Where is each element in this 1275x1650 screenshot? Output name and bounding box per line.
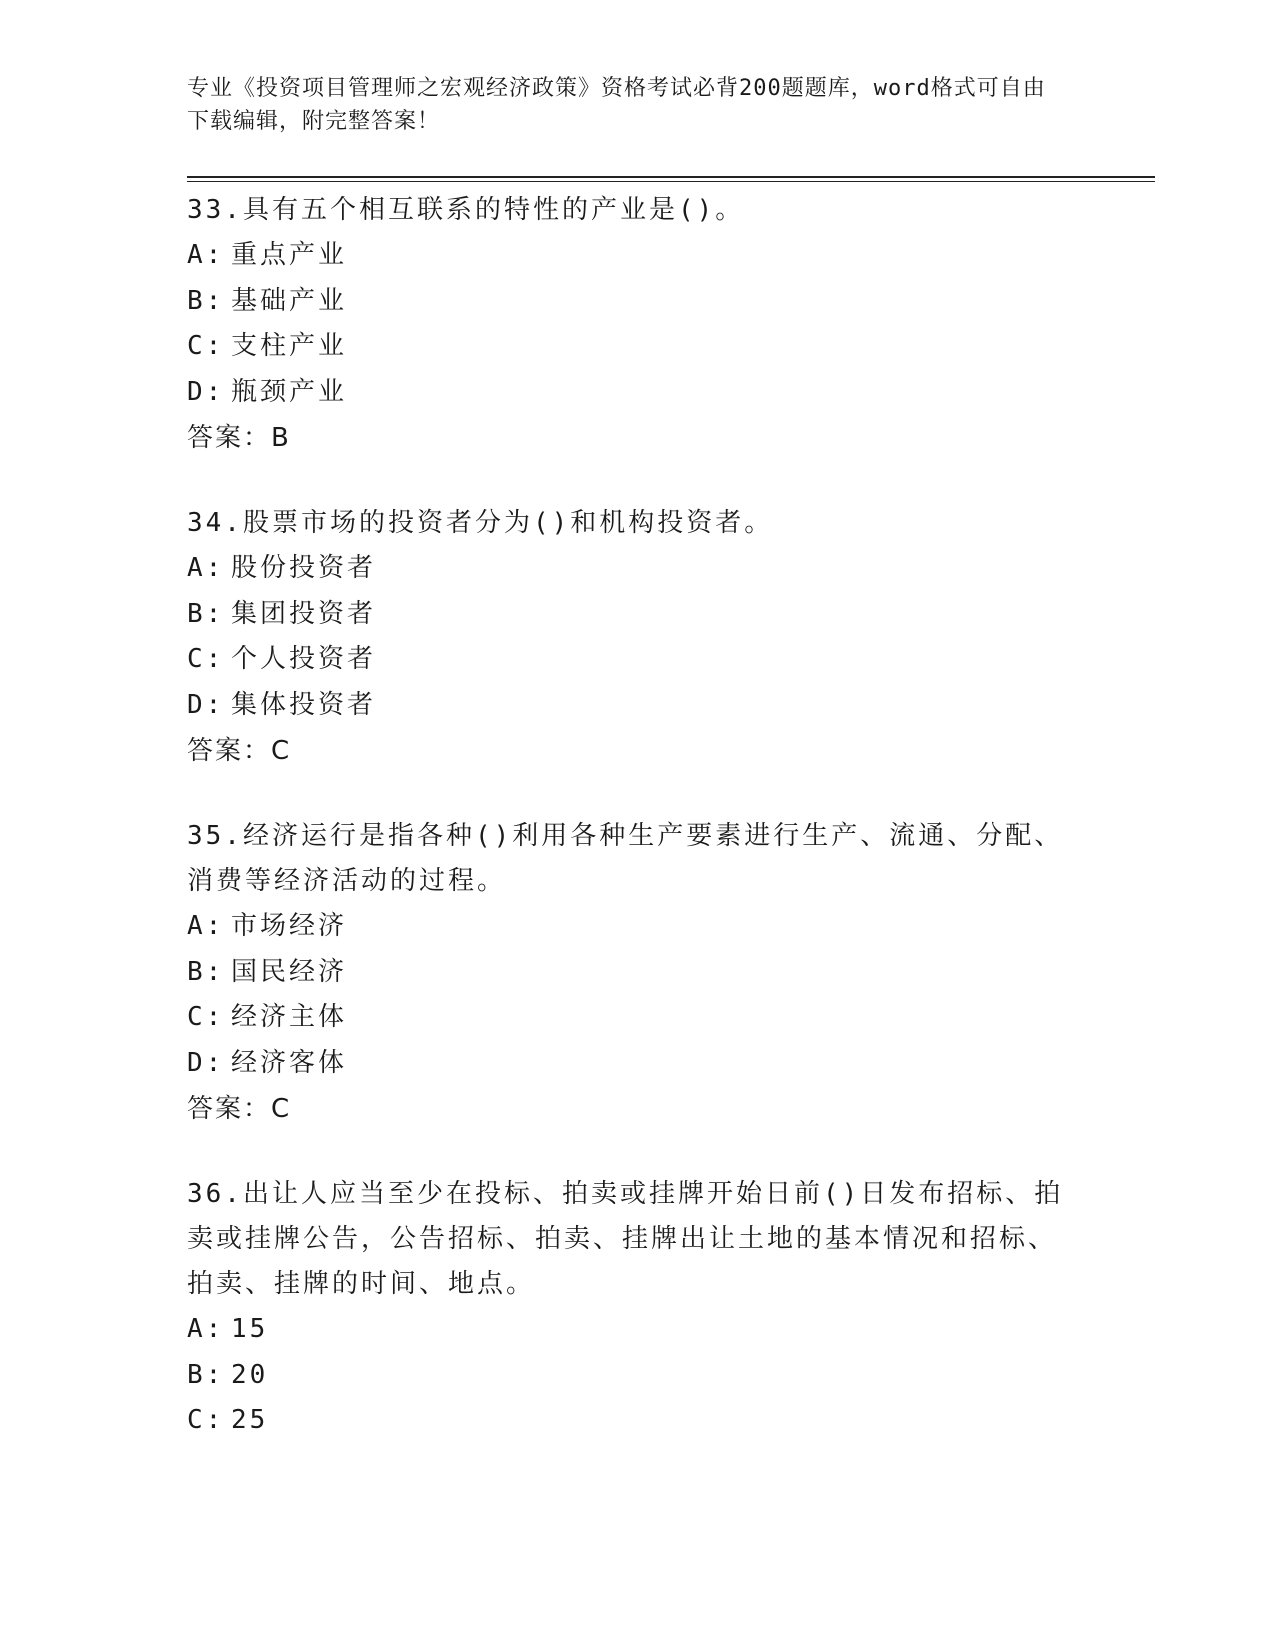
header-rule-thick <box>187 176 1155 178</box>
option-text: 瓶颈产业 <box>231 376 348 407</box>
option-text: 支柱产业 <box>231 331 348 361</box>
option-text: 集团投资者 <box>231 598 377 629</box>
question-stem: 35.经济运行是指各种()利用各种生产要素进行生产、流通、分配、消费等经济活动的过程。 <box>187 821 1064 896</box>
option-b <box>187 950 1087 996</box>
option-letter: C: <box>187 1002 225 1032</box>
option-letter: C: <box>187 331 225 361</box>
option-d <box>187 683 1087 729</box>
option-text: 市场经济 <box>231 911 348 941</box>
document-header: 专业《投资项目管理师之宏观经济政策》资格考试必背200题题库，word格式可自由下载编辑，附完整答案！ <box>187 76 1046 134</box>
question-35 <box>187 814 1087 1132</box>
option-a <box>187 233 1087 279</box>
option-b <box>187 1353 1087 1399</box>
question-36 <box>187 1172 1087 1444</box>
option-letter: A: <box>187 911 225 941</box>
option-letter: A: <box>187 240 225 270</box>
option-b <box>187 592 1087 638</box>
option-letter: B: <box>187 956 225 987</box>
question-list <box>187 188 1087 1484</box>
answer-line: 答案：C <box>187 736 292 766</box>
option-text: 集体投资者 <box>231 689 377 720</box>
option-text: 重点产业 <box>231 240 348 270</box>
answer-line: 答案：C <box>187 1094 292 1124</box>
option-letter: B: <box>187 1359 225 1390</box>
option-text: 25 <box>231 1405 269 1435</box>
option-letter: D: <box>187 376 225 407</box>
option-letter: B: <box>187 285 225 316</box>
option-text: 经济客体 <box>231 1047 348 1078</box>
option-c <box>187 1398 1087 1444</box>
header-rule-thin <box>187 181 1155 182</box>
option-text: 基础产业 <box>231 285 348 316</box>
option-text: 个人投资者 <box>231 644 377 674</box>
option-text: 经济主体 <box>231 1002 348 1032</box>
option-letter: B: <box>187 598 225 629</box>
question-stem: 34.股票市场的投资者分为()和机构投资者。 <box>187 508 774 538</box>
option-letter: D: <box>187 689 225 720</box>
option-c <box>187 637 1087 683</box>
option-text: 股份投资者 <box>231 553 377 583</box>
option-letter: A: <box>187 1314 225 1344</box>
option-d <box>187 1041 1087 1087</box>
question-stem: 36.出让人应当至少在投标、拍卖或挂牌开始日前()日发布招标、拍卖或挂牌公告，公告招标、拍卖、挂牌出让土地的基本情况和招标、拍卖、挂牌的时间、地点。 <box>187 1179 1064 1299</box>
option-a <box>187 546 1087 592</box>
question-33 <box>187 188 1087 461</box>
option-c <box>187 995 1087 1041</box>
option-b <box>187 279 1087 325</box>
option-text: 国民经济 <box>231 956 348 987</box>
option-text: 15 <box>231 1314 269 1344</box>
option-text: 20 <box>231 1359 269 1390</box>
question-stem: 33.具有五个相互联系的特性的产业是()。 <box>187 195 745 225</box>
option-letter: C: <box>187 644 225 674</box>
option-d <box>187 370 1087 416</box>
option-c <box>187 324 1087 370</box>
question-34 <box>187 501 1087 774</box>
option-letter: A: <box>187 553 225 583</box>
option-a <box>187 1307 1087 1353</box>
answer-line: 答案：B <box>187 423 291 453</box>
option-a <box>187 904 1087 950</box>
option-letter: C: <box>187 1405 225 1435</box>
option-letter: D: <box>187 1047 225 1078</box>
